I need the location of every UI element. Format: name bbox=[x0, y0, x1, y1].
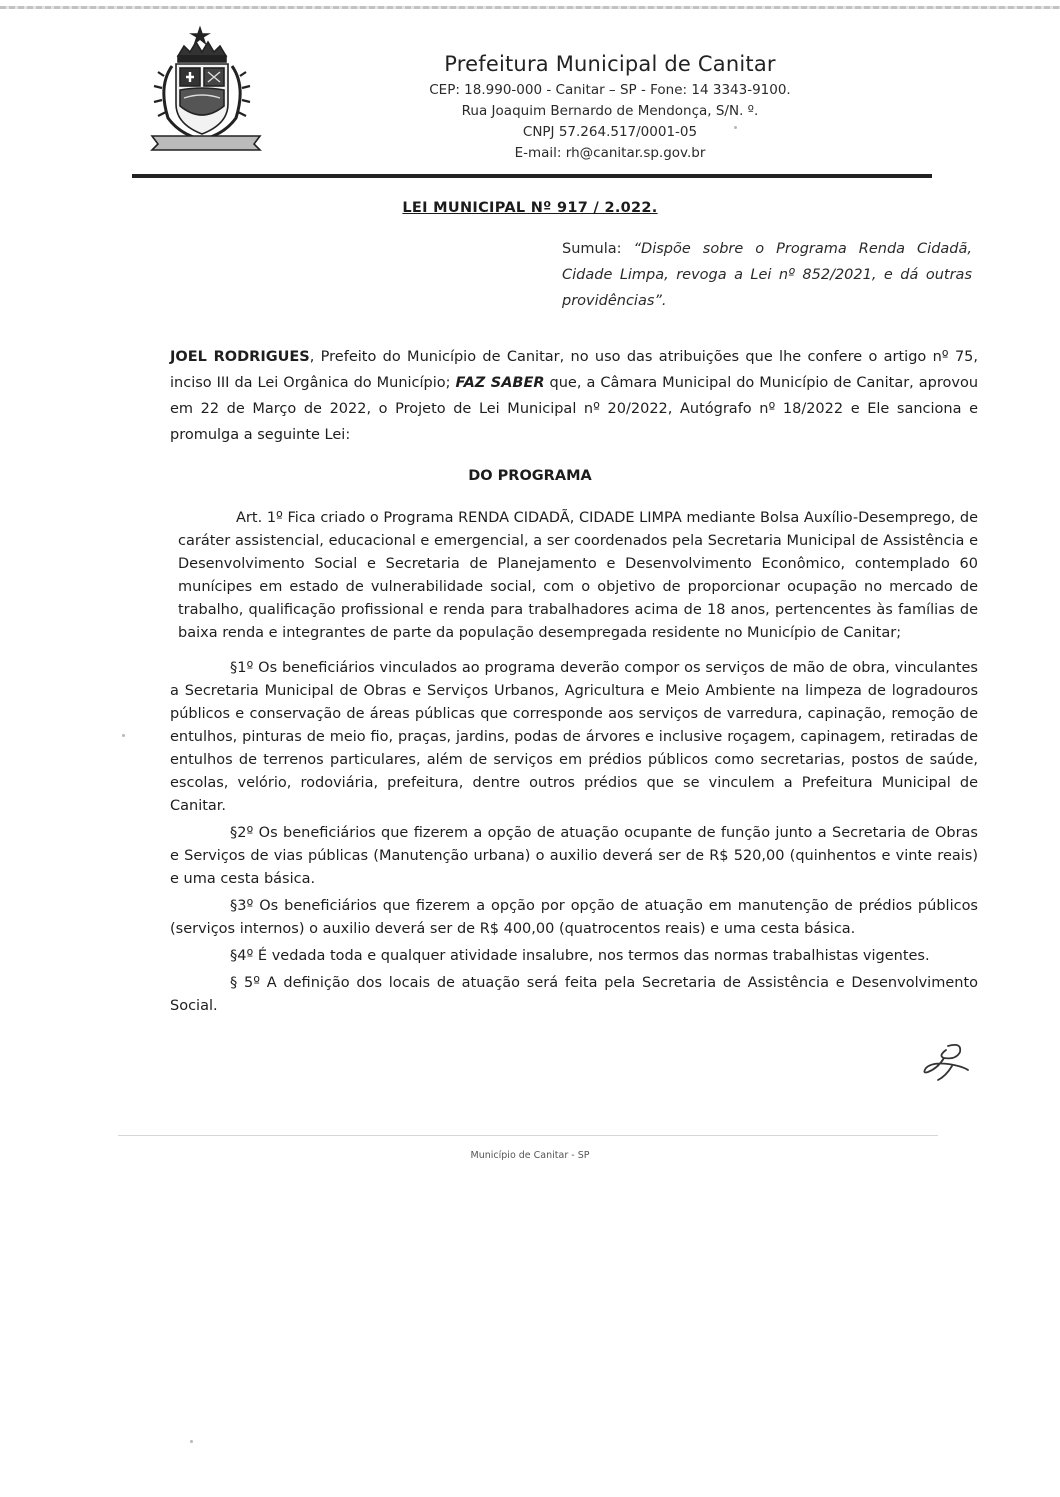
footer-text: Município de Canitar - SP bbox=[470, 1150, 590, 1161]
sumula-text: “Dispõe sobre o Programa Renda Cidadã, Cidade Limpa, revoga a Lei nº 852/2021, e dá outras providências”. bbox=[562, 241, 972, 309]
scan-speck bbox=[734, 126, 737, 129]
law-title: LEI MUNICIPAL Nº 917 / 2.022. bbox=[402, 200, 658, 216]
article-1 bbox=[178, 507, 978, 645]
mayor-name: JOEL RODRIGUES bbox=[170, 349, 310, 365]
paragraph-4: §4º É vedada toda e qualquer atividade insalubre, nos termos das normas trabalhistas vigentes. bbox=[230, 948, 930, 964]
section-heading: DO PROGRAMA bbox=[468, 468, 592, 484]
footer-divider bbox=[118, 1135, 938, 1136]
email-line: E-mail: rh@canitar.sp.gov.br bbox=[514, 145, 706, 161]
signature-mark bbox=[918, 1040, 974, 1082]
intro-text-1: , Prefeito do Município de Canitar, no uso das atribuições que lhe confere o artigo nº 75, inciso III da Lei Orgânica do Município; bbox=[170, 349, 979, 391]
faz-saber: FAZ SABER bbox=[455, 375, 545, 391]
cnpj-line: CNPJ 57.264.517/0001-05 bbox=[522, 124, 698, 140]
paragraph-2: §2º Os beneficiários que fizerem a opção de atuação ocupante de função junto a Secretaria de Obras e Serviços de vias públicas (Manutenção urbana) o auxilio deverá ser de R$ 520,00 (quinhentos e vinte reais) e uma cesta básica. bbox=[170, 825, 978, 887]
scan-speck bbox=[190, 1440, 193, 1443]
paragraph-5: § 5º A definição dos locais de atuação será feita pela Secretaria de Assistência e Desenvolvimento Social. bbox=[170, 975, 978, 1014]
header-divider bbox=[132, 174, 932, 178]
intro-text-2: que, a Câmara Municipal do Município de Canitar, aprovou em 22 de Março de 2022, o Projeto de Lei Municipal nº 20/2022, Autógrafo nº 18/2022 e Ele sanciona e promulga a seguinte Lei: bbox=[170, 375, 979, 443]
address-line-1: CEP: 18.990-000 - Canitar – SP - Fone: 14 3343-9100. bbox=[429, 82, 791, 98]
scan-edge bbox=[0, 6, 1060, 9]
article-1-text: Fica criado o Programa RENDA CIDADÃ, CIDADE LIMPA mediante Bolsa Auxílio-Desemprego, de caráter assistencial, educacional e emergencial, a ser coordenados pela Secretaria Municipal de Assistência e Desenvolvimento Social e Secretaria de Planejamento e Desenvolvimento Econômico, contemplado 60 munícipes em estado de vulnerabilidade social, com o objetivo de proporcionar ocupação no mercado de trabalho, qualificação profissional e renda para trabalhadores acima de 18 anos, pertencentes às famílias de baixa renda e integrantes de parte da população desempregada residente no Município de Canitar; bbox=[178, 510, 978, 641]
intro-paragraph bbox=[170, 344, 978, 448]
paragraph-3: §3º Os beneficiários que fizerem a opção por opção de atuação em manutenção de prédios públicos (serviços internos) o auxilio deverá ser de R$ 400,00 (quatrocentos reais) e uma cesta básica. bbox=[170, 898, 978, 937]
article-paragraphs bbox=[170, 657, 978, 1022]
coat-of-arms-icon bbox=[138, 26, 274, 152]
paragraph-1: §1º Os beneficiários vinculados ao programa deverão compor os serviços de mão de obra, vinculantes a Secretaria Municipal de Obras e Serviços Urbanos, Agricultura e Meio Ambiente na limpeza de logradouros públicos e conservação de áreas públicas que corresponde aos serviços de varredura, capinação, remoção de entulhos, pinturas de meio fio, praças, jardins, podas de árvores e inclusive roçagem, capinagem, retiradas de entulhos de terrenos particulares, além de serviços em prédios públicos como secretarias, postos de saúde, escolas, velório, rodoviária, prefeitura, dentre outros prédios que se vinculem a Prefeitura Municipal de Canitar. bbox=[170, 660, 978, 814]
sumula bbox=[562, 236, 972, 314]
sumula-label: Sumula: bbox=[562, 241, 634, 257]
letterhead bbox=[370, 52, 850, 164]
address-line-2: Rua Joaquim Bernardo de Mendonça, S/N. º. bbox=[461, 103, 759, 119]
organization-name: Prefeitura Municipal de Canitar bbox=[444, 52, 776, 76]
scan-speck bbox=[122, 734, 125, 737]
article-1-label: Art. 1º bbox=[236, 510, 283, 526]
